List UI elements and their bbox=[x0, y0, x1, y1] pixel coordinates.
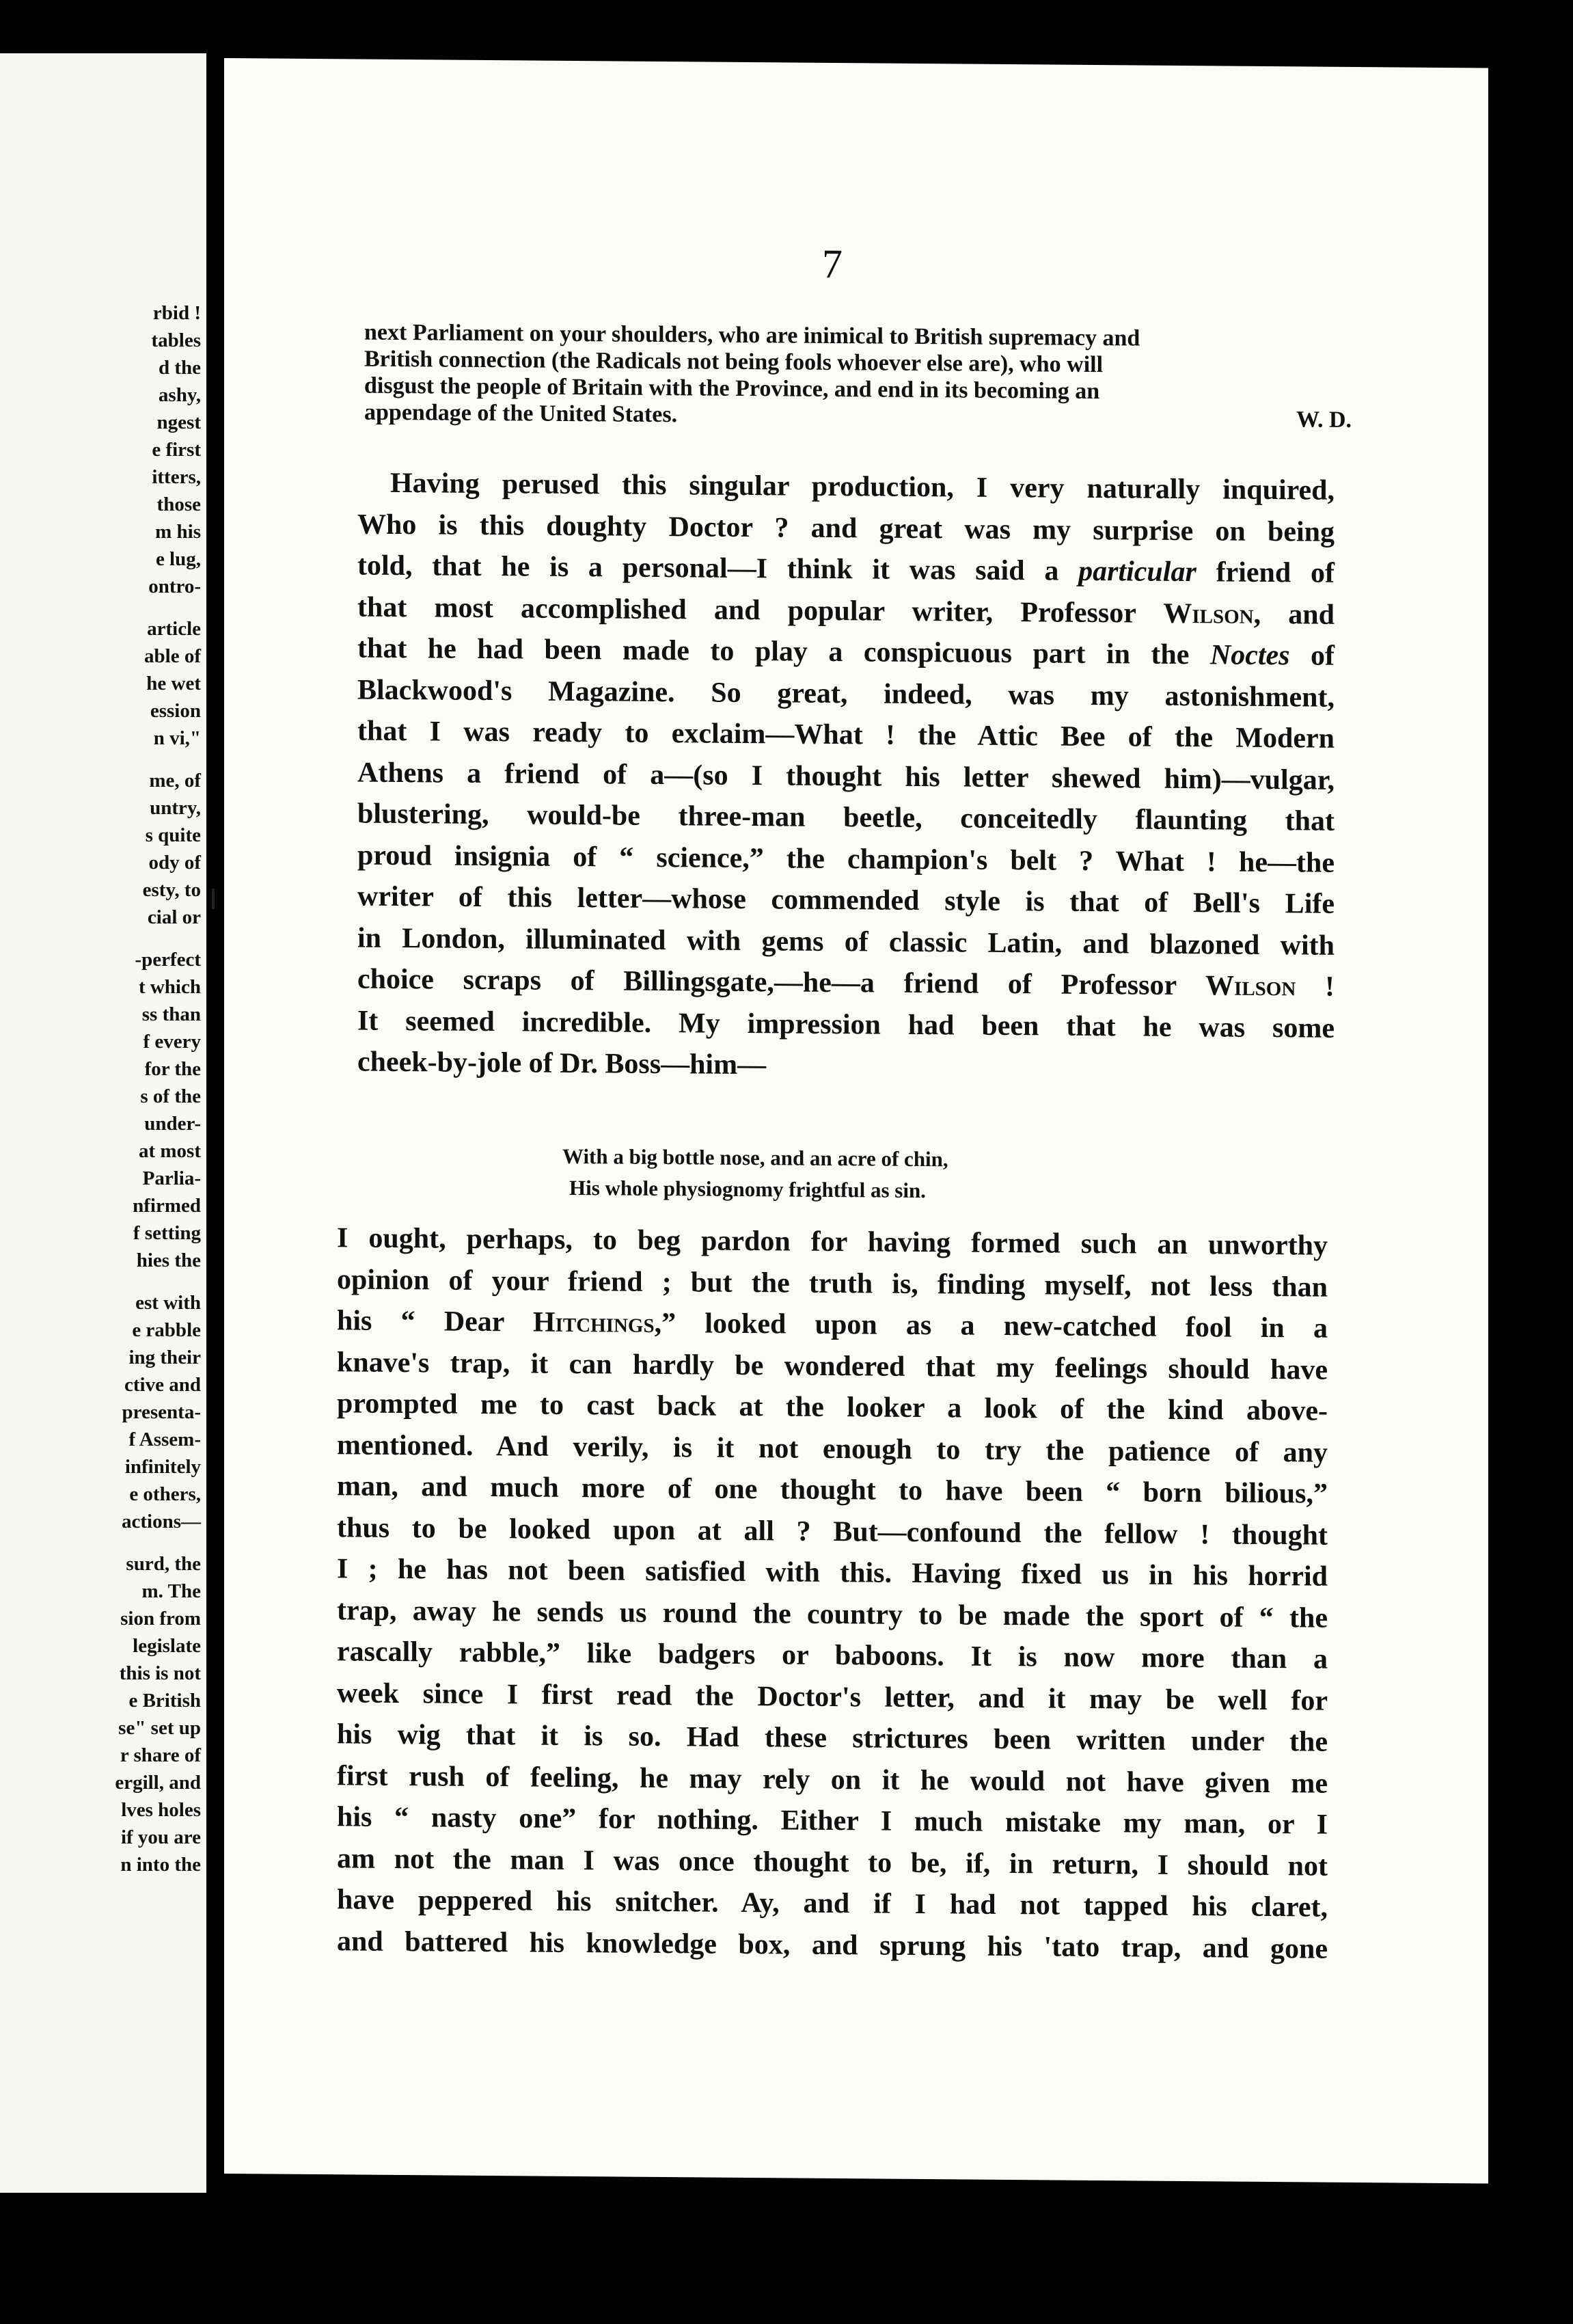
body-paragraph-2 bbox=[337, 1217, 1328, 1969]
left-page-line: legislate bbox=[133, 1635, 201, 1657]
body-line: first rush of feeling, he may rely on it he would not have given me bbox=[337, 1759, 1328, 1800]
body-line: It seemed incredible. My impression had been that he was some bbox=[357, 1005, 1335, 1044]
left-page-line: e first bbox=[152, 439, 201, 461]
left-page-line: if you are bbox=[120, 1826, 201, 1848]
left-page-line: presenta- bbox=[122, 1401, 201, 1423]
body-line: am not the man I was once thought to be, if, in return, I should not bbox=[337, 1842, 1328, 1882]
body-line: Who is this doughty Doctor ? and great was my surprise on being bbox=[357, 509, 1335, 548]
header-line: disgust the people of Britain with the Province, and end in its becoming an bbox=[364, 373, 1100, 405]
left-page-line: s of the bbox=[140, 1085, 201, 1107]
left-page-line: ing their bbox=[128, 1347, 201, 1368]
left-page-line: sion from bbox=[120, 1608, 201, 1630]
left-page-line: those bbox=[156, 494, 201, 515]
left-page-line: infinitely bbox=[124, 1456, 201, 1478]
verse-line: With a big bottle nose, and an acre of chin, bbox=[562, 1144, 948, 1172]
body-line: that I was ready to exclaim—What ! the Attic Bee of the Modern bbox=[357, 715, 1335, 755]
body-line: opinion of your friend ; but the truth is, finding myself, not less than bbox=[337, 1263, 1328, 1303]
left-page-line: esty, to bbox=[142, 879, 201, 901]
left-page-line: ergill, and bbox=[115, 1772, 201, 1794]
body-line: choice scraps of Billingsgate,—he—a friend of Professor Wilson ! bbox=[357, 963, 1335, 1003]
left-page-line: f setting bbox=[133, 1222, 201, 1244]
left-page-line: ession bbox=[150, 700, 201, 722]
left-page-line: est with bbox=[135, 1292, 201, 1314]
body-line: told, that he is a personal—I think it was said a particular friend of bbox=[357, 550, 1335, 589]
body-line: thus to be looked upon at all ? But—confound the fellow ! thought bbox=[337, 1511, 1328, 1552]
left-page-line: d the bbox=[158, 357, 201, 379]
left-page-line: ashy, bbox=[158, 384, 201, 406]
left-page-line: e British bbox=[128, 1690, 201, 1712]
body-line: Blackwood's Magazine. So great, indeed, was my astonishment, bbox=[357, 674, 1335, 714]
left-page-line: ss than bbox=[141, 1003, 201, 1025]
body-line: mentioned. And verily, is it not enough to try the patience of any bbox=[337, 1429, 1328, 1469]
left-page-line: n vi," bbox=[153, 727, 201, 749]
verse-quote bbox=[562, 1141, 1177, 1208]
header-line: British connection (the Radicals not being fools whoever else are), who will bbox=[364, 346, 1104, 378]
left-page-line: itters, bbox=[152, 466, 201, 488]
left-page-line: ody of bbox=[148, 852, 201, 874]
left-page-line: f Assem- bbox=[128, 1429, 201, 1450]
body-line: his wig that it is so. Had these strictures been written under the bbox=[337, 1718, 1328, 1758]
body-line: trap, away he sends us round the country to be made the sport of “ the bbox=[337, 1594, 1328, 1634]
left-page-line: Parlia- bbox=[142, 1167, 201, 1189]
left-page-line: hies the bbox=[136, 1249, 201, 1271]
body-line: prompted me to cast back at the looker a look of the kind above- bbox=[337, 1388, 1328, 1427]
left-page-line: under- bbox=[144, 1113, 201, 1135]
left-page-line: nfirmed bbox=[133, 1195, 201, 1217]
left-page-line: actions— bbox=[122, 1511, 201, 1532]
left-page-line: surd, the bbox=[126, 1553, 201, 1575]
body-line: his “ nasty one” for nothing. Either I much mistake my man, or I bbox=[337, 1801, 1328, 1841]
left-page-line: able of bbox=[144, 645, 201, 667]
body-line: rascally rabble,” like badgers or baboons. It is now more than a bbox=[337, 1636, 1328, 1675]
body-line: blustering, would-be three-man beetle, conceitedly flaunting that bbox=[357, 798, 1335, 837]
body-line: man, and much more of one thought to have been “ born bilious,” bbox=[337, 1470, 1328, 1510]
left-page-text bbox=[0, 299, 201, 1878]
left-page-line: se" set up bbox=[118, 1717, 201, 1739]
left-page-line: this is not bbox=[119, 1662, 201, 1684]
left-page-gap bbox=[0, 1535, 201, 1550]
left-page-line: article bbox=[147, 618, 201, 640]
body-line: have peppered his snitcher. Ay, and if I had not tapped his claret, bbox=[337, 1884, 1328, 1923]
right-page bbox=[224, 58, 1488, 2184]
left-page-line: ctive and bbox=[124, 1374, 201, 1396]
body-line: I ought, perhaps, to beg pardon for having formed such an unworthy bbox=[337, 1222, 1328, 1262]
left-page-line: ngest bbox=[156, 411, 201, 433]
left-page-line: ontro- bbox=[148, 576, 201, 597]
left-page-gap bbox=[0, 600, 201, 615]
left-page-line: -perfect bbox=[135, 949, 201, 971]
page-number: 7 bbox=[822, 241, 843, 287]
left-page-line: for the bbox=[144, 1058, 201, 1080]
quoted-letter-end bbox=[364, 319, 1352, 433]
body-line: knave's trap, it can hardly be wondered that my feelings should have bbox=[337, 1346, 1328, 1386]
left-page-line: rbid ! bbox=[152, 302, 201, 324]
body-line: cheek-by-jole of Dr. Boss—him— bbox=[357, 1046, 767, 1081]
left-facing-page bbox=[0, 53, 206, 2193]
left-page-line: cial or bbox=[147, 906, 201, 928]
left-page-line: lves holes bbox=[121, 1799, 201, 1821]
left-page-gap bbox=[0, 1274, 201, 1289]
body-line: week since I first read the Doctor's letter, and it may be well for bbox=[337, 1677, 1328, 1717]
left-page-line: m his bbox=[155, 521, 201, 543]
body-paragraph-1 bbox=[357, 463, 1335, 1091]
left-page-line: me, of bbox=[149, 770, 201, 792]
body-line: that he had been made to play a conspicuous part in the Noctes of bbox=[357, 632, 1335, 672]
body-line: Athens a friend of a—(so I thought his letter shewed him)—vulgar, bbox=[357, 757, 1335, 796]
left-page-line: tables bbox=[151, 329, 201, 351]
header-line: next Parliament on your shoulders, who are inimical to British supremacy and bbox=[364, 319, 1140, 351]
left-page-line: untry, bbox=[150, 797, 201, 819]
body-line: that most accomplished and popular writer, Professor Wilson, and bbox=[357, 591, 1335, 631]
verse-line: His whole physiognomy frightful as sin. bbox=[569, 1175, 926, 1203]
left-page-gap bbox=[0, 752, 201, 767]
left-page-line: f every bbox=[143, 1031, 201, 1053]
body-line: and battered his knowledge box, and sprung his 'tato trap, and gone bbox=[337, 1925, 1328, 1965]
left-page-line: e lug, bbox=[155, 548, 201, 570]
body-line: Having perused this singular production, I very naturally inquired, bbox=[390, 467, 1335, 506]
left-page-line: e rabble bbox=[132, 1319, 201, 1341]
header-line: appendage of the United States. bbox=[364, 399, 678, 428]
body-line: I ; he has not been satisfied with this. Having fixed us in his horrid bbox=[337, 1553, 1328, 1593]
left-page-line: s quite bbox=[145, 824, 201, 846]
left-page-line: at most bbox=[138, 1140, 201, 1162]
left-page-line: he wet bbox=[146, 673, 201, 694]
body-line: his “ Dear Hitchings,” looked upon as a new-catched fool in a bbox=[337, 1305, 1328, 1345]
left-page-line: t which bbox=[138, 976, 201, 998]
body-line: writer of this letter—whose commended style is that of Bell's Life bbox=[357, 880, 1335, 920]
left-page-line: m. The bbox=[141, 1580, 201, 1602]
left-page-line: r share of bbox=[120, 1744, 201, 1766]
body-line: in London, illuminated with gems of classic Latin, and blazoned with bbox=[357, 922, 1335, 962]
body-line: proud insignia of “ science,” the champion's belt ? What ! he—the bbox=[357, 839, 1335, 879]
left-page-gap bbox=[0, 931, 201, 946]
left-page-line: n into the bbox=[120, 1854, 201, 1876]
margin-mark bbox=[212, 889, 215, 909]
signature: W. D. bbox=[1296, 407, 1352, 433]
left-page-line: e others, bbox=[129, 1483, 201, 1505]
